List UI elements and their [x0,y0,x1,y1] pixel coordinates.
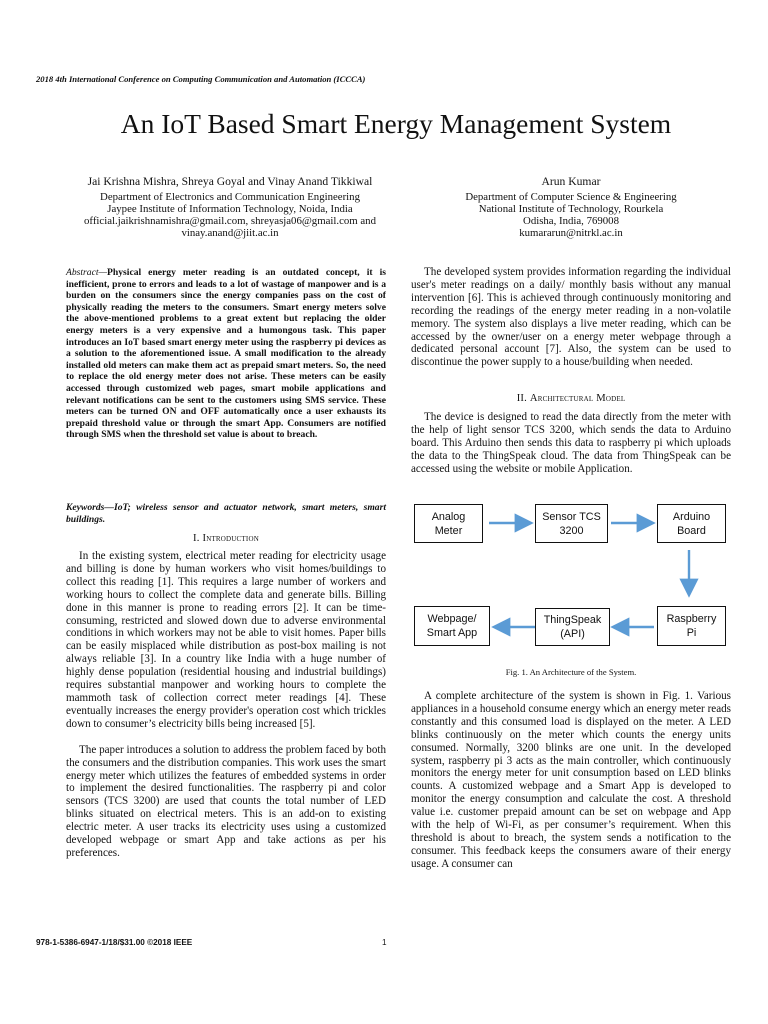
section-number: I. [193,533,203,544]
intro-paragraph-1: In the existing system, electrical meter reading for electricity usage and billing is done by human workers who visit homes/buildings to collect this reading [1]. This requires a large number of workers and working hours to collect the complete data and generate bills. Billing done in this manner is prone to reading errors [2]. It can be time-consuming, restricted and slowed down due to adverse environmental conditions in which workers may not be able to visit homes. Paper bills can be easily misplaced while distribution as post-box mailing is not always reliable [3]. In a country like India with a huge number of highly dense population (residential housing and industrial buildings) requires substantial manpower and working hours to complete the mammoth task of collection correct meter readings [4]. These eventually increases the energy provider's operation cost which trickles down to consumer’s electricity bills being increased [5]. [66,550,386,730]
node-sensor-tcs3200: Sensor TCS 3200 [535,504,608,543]
section-title: Introduction [202,533,259,544]
author-email-left-1: official.jaikrishnamishra@gmail.com, shreyasja06@gmail.com and [84,215,376,227]
keywords: Keywords—IoT; wireless sensor and actuator network, smart meters, smart buildings. [66,502,386,525]
conference-header: 2018 4th International Conference on Computing Communication and Automation (ICCCA) [36,74,366,84]
node-arduino-board: Arduino Board [657,504,726,543]
figure-caption: Fig. 1. An Architecture of the System. [505,667,637,677]
intro-paragraph-2: The paper introduces a solution to address the problem faced by both the consumers and the distribution companies. This work uses the smart energy meter which utilizes the features of embedded systems in order to implement the desired functionalities. The raspberry pi and color sensors (TCS 3200) are used that counts the total number of LED blinks situated on electrical meters. This is an add-on to existing electric meter. A user tracks its electricity uses using a customized developed webpage or smart App and take actions as per his preferences. [66,743,386,859]
author-inst-right: National Institute of Technology, Rourkela [478,203,664,215]
abstract-text: Physical energy meter reading is an outdated concept, it is inefficient, prone to errors and leads to a lot of wastage of manpower and is a burden on the consumers since the energy companies pass on the cost of physically reading the meters to the consumers. Smart energy meters solve the above-mentioned problems to a great extent but replacing the older energy meters is a very expensive and a humongous task. This paper introduces an IoT based smart energy meter using the raspberry pi devices as a solution to the aforementioned issue. A small modification to the already installed old meters can make them act as prepaid smart meters. So, the need to replace the old energy meter does not arise. These meters can be easily accessed through customized web pages, smart mobile applications and relevant notifications can be sent to the customers using SMS service. These meters can be turned ON and OFF automatically once a user exhausts its prepaid threshold value or through the smart App. Consumers are notified through SMS when the threshold set value is about to breach. [66,267,386,441]
right-column-bottom [411,690,731,871]
author-block-right [411,176,731,239]
abstract-lead: Abstract— [66,267,108,278]
paper-title: An IoT Based Smart Energy Management System [120,108,672,139]
node-raspberry-pi: Raspberry Pi [657,606,726,646]
right-column-top [411,266,731,369]
right-paragraph-1: The developed system provides information regarding the individual user's meter readings on a daily/ monthly basis without any manual intervention [6]. This is achieved through continuously monitoring and recording the readings of the energy meter reading in a non-volatile memory. The system also displays a live meter reading, which can be accessed by the owner/user on a energy meter webpage through a dedicated personal account [7]. Also, the system can be used to discontinue the power supply to a house/building when needed. [411,266,731,369]
section-title: Architectural Model [529,393,626,404]
intro-column [66,550,386,860]
author-names-left: Jai Krishna Mishra, Shreya Goyal and Vinay Anand Tikkiwal [87,175,373,188]
section-heading-architecture [411,393,731,404]
right-column-mid [411,411,731,476]
right-paragraph-3: A complete architecture of the system is shown in Fig. 1. Various appliances in a household consume energy which an energy meter reads constantly and this consumed load is displayed on the meter. A LED blinks continuously on the meter which counts the energy units consumed. Normally, 3200 blinks are one unit. In the developed system, raspberry pi 3 acts as the main controller, which continuously monitors the energy meter for unit consumption based on LED blinks counts. A customized webpage and a Smart App is developed to monitor the energy consumption and calculate the cost. A threshold value i.e. customer prepaid amount can be set on webpage and App with the help of Wi-Fi, as per consumer’s requirement. When this threshold is about to breach, the system sends a notification to the consumer. This feedback keeps the consumers aware of their energy usage. A consumer can [411,690,731,870]
author-email-right: kumararun@nitrkl.ac.in [519,227,623,239]
author-block-left [70,176,390,239]
page-number: 1 [382,938,387,947]
author-loc-right: Odisha, India, 769008 [523,215,619,227]
architecture-diagram [411,498,731,658]
node-thingspeak-api: ThingSpeak (API) [535,608,610,646]
author-dept-left: Department of Electronics and Communication Engineering [100,191,360,203]
section-number: II. [516,393,530,404]
node-analog-meter: Analog Meter [414,504,483,543]
author-email-left-2: vinay.anand@jiit.ac.in [181,227,279,239]
abstract [66,267,386,441]
right-paragraph-2: The device is designed to read the data directly from the meter with the help of light sensor TCS 3200, which sends the data to Arduino board. This Arduino then sends this data to raspberry pi which uploads the data to the ThingSpeak cloud. The data from ThingSpeak can be accessed using the website or mobile Application. [411,411,731,475]
author-names-right: Arun Kumar [541,175,601,188]
section-heading-introduction [66,533,386,544]
copyright-footer: 978-1-5386-6947-1/18/$31.00 ©2018 IEEE [36,938,193,947]
node-webpage-smart-app: Webpage/ Smart App [414,606,490,646]
author-inst-left: Jaypee Institute of Information Technology, Noida, India [107,203,353,215]
author-dept-right: Department of Computer Science & Engineering [465,191,677,203]
